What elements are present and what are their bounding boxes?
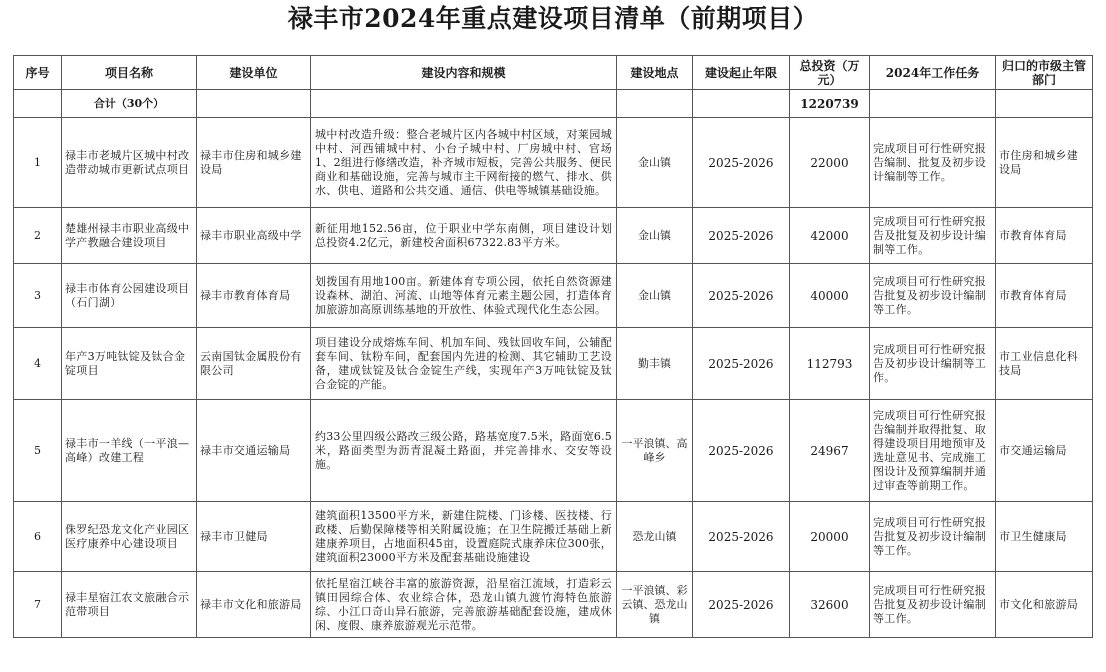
header-dept: 归口的市级主管部门 (996, 56, 1093, 90)
row-period: 2025-2026 (693, 328, 790, 400)
row-index: 3 (14, 264, 62, 328)
row-dept: 市工业信息化科技局 (996, 328, 1093, 400)
row-task: 完成项目可行性研究报告及初步设计编制等工作。 (870, 328, 996, 400)
row-dept: 市住房和城乡建设局 (996, 118, 1093, 208)
row-task: 完成项目可行性研究报告及批复及初步设计编制等工作。 (870, 208, 996, 264)
header-name: 项目名称 (62, 56, 197, 90)
row-unit: 禄丰市卫健局 (197, 502, 311, 572)
table-row (14, 208, 1093, 264)
row-investment: 42000 (790, 208, 870, 264)
row-name: 禄丰市体育公园建设项目（石门湖） (62, 264, 197, 328)
row-content: 新征用地152.56亩，位于职业中学东南侧，项目建设计划总投资4.2亿元，新建校舍面积67322.83平方米。 (311, 208, 617, 264)
row-unit: 禄丰市职业高级中学 (197, 208, 311, 264)
row-name: 楚雄州禄丰市职业高级中学产教融合建设项目 (62, 208, 197, 264)
header-content: 建设内容和规模 (311, 56, 617, 90)
row-name: 禄丰市一羊线（一平浪—高峰）改建工程 (62, 400, 197, 502)
row-investment: 32600 (790, 572, 870, 638)
row-name: 禄丰星宿江农文旅融合示范带项目 (62, 572, 197, 638)
row-investment: 40000 (790, 264, 870, 328)
row-dept: 市教育体育局 (996, 264, 1093, 328)
row-dept: 市文化和旅游局 (996, 572, 1093, 638)
row-period: 2025-2026 (693, 264, 790, 328)
project-table (13, 55, 1093, 638)
table-row (14, 328, 1093, 400)
total-row (14, 90, 1093, 118)
row-task: 完成项目可行性研究报告编制、批复及初步设计编制等工作。 (870, 118, 996, 208)
row-content: 城中村改造升级：整合老城片区内各城中村区域，对莱园城中村、河西铺城中村、小台子城中村、厂房城中村、官场1、2组进行修缮改造，补齐城市短板，完善公共服务、便民商业和基础设施，完善与城市主干网衔接的燃气、排水、供水、供电、道路和公共交通、通信、供电等城镇基础设施。 (311, 118, 617, 208)
row-investment: 20000 (790, 502, 870, 572)
row-location: 金山镇 (617, 208, 693, 264)
total-label: 合计（30个） (62, 90, 197, 118)
row-unit: 禄丰市教育体育局 (197, 264, 311, 328)
table-row (14, 502, 1093, 572)
row-location: 勤丰镇 (617, 328, 693, 400)
row-dept: 市卫生健康局 (996, 502, 1093, 572)
row-location: 金山镇 (617, 118, 693, 208)
row-index: 5 (14, 400, 62, 502)
table-row (14, 400, 1093, 502)
row-index: 4 (14, 328, 62, 400)
row-index: 1 (14, 118, 62, 208)
header-task: 2024年工作任务 (870, 56, 996, 90)
total-investment: 1220739 (790, 90, 870, 118)
row-task: 完成项目可行性研究报告批复及初步设计编制等工作。 (870, 264, 996, 328)
row-investment: 24967 (790, 400, 870, 502)
row-task: 完成项目可行性研究报告批复及初步设计编制等工作。 (870, 502, 996, 572)
row-unit: 禄丰市文化和旅游局 (197, 572, 311, 638)
table-row (14, 118, 1093, 208)
row-period: 2025-2026 (693, 572, 790, 638)
row-index: 6 (14, 502, 62, 572)
header-investment: 总投资（万元） (790, 56, 870, 90)
row-task: 完成项目可行性研究报告批复及初步设计编制等工作。 (870, 572, 996, 638)
row-location: 金山镇 (617, 264, 693, 328)
row-content: 建筑面积13500平方米，新建住院楼、门诊楼、医技楼、行政楼、后勤保障楼等相关附属设施；在卫生院搬迁基础上新建康养项目，占地面积45亩，设置庭院式康养床位300张，建筑面积23000平方米及配套基础设施建设 (311, 502, 617, 572)
row-period: 2025-2026 (693, 208, 790, 264)
row-name: 侏罗纪恐龙文化产业园区医疗康养中心建设项目 (62, 502, 197, 572)
row-unit: 禄丰市住房和城乡建设局 (197, 118, 311, 208)
row-dept: 市交通运输局 (996, 400, 1093, 502)
table-row (14, 264, 1093, 328)
row-investment: 112793 (790, 328, 870, 400)
header-unit: 建设单位 (197, 56, 311, 90)
row-period: 2025-2026 (693, 118, 790, 208)
row-index: 7 (14, 572, 62, 638)
row-investment: 22000 (790, 118, 870, 208)
row-location: 一平浪镇、高峰乡 (617, 400, 693, 502)
header-location: 建设地点 (617, 56, 693, 90)
row-content: 项目建设分成熔炼车间、机加车间、残钛回收车间，公辅配套车间、钛粉车间，配套国内先进的检测、其它辅助工艺设备，建成钛锭及钛合金锭生产线，实现年产3万吨钛锭及钛合金锭的产能。 (311, 328, 617, 400)
row-dept: 市教育体育局 (996, 208, 1093, 264)
row-unit: 云南国钛金属股份有限公司 (197, 328, 311, 400)
header-row (14, 56, 1093, 90)
table-row (14, 572, 1093, 638)
row-name: 禄丰市老城片区城中村改造带动城市更新试点项目 (62, 118, 197, 208)
row-location: 一平浪镇、彩云镇、恐龙山镇 (617, 572, 693, 638)
row-period: 2025-2026 (693, 502, 790, 572)
header-index: 序号 (14, 56, 62, 90)
row-content: 依托星宿江峡谷丰富的旅游资源，沿星宿江流域，打造彩云镇田园综合体、农业综合体，恐龙山镇九渡竹海特色旅游综、小江口奇山异石旅游，完善旅游基础配套设施，建成休闲、度假、康养旅游观光示范带。 (311, 572, 617, 638)
row-name: 年产3万吨钛锭及钛合金锭项目 (62, 328, 197, 400)
document-title: 禄丰市2024年重点建设项目清单（前期项目） (287, 4, 819, 33)
row-index: 2 (14, 208, 62, 264)
row-unit: 禄丰市交通运输局 (197, 400, 311, 502)
row-task: 完成项目可行性研究报告编制并取得批复、取得建设项目用地预审及选址意见书、完成施工图设计及预算编制并通过审查等前期工作。 (870, 400, 996, 502)
row-location: 恐龙山镇 (617, 502, 693, 572)
row-content: 约33公里四级公路改三级公路，路基宽度7.5米，路面宽6.5米，路面类型为沥青混凝土路面，并完善排水、交安等设施。 (311, 400, 617, 502)
row-period: 2025-2026 (693, 400, 790, 502)
row-content: 划拨国有用地100亩。新建体育专项公园，依托自然资源建设森林、湖泊、河流、山地等体育元素主题公园，打造体育加旅游加高原训练基地的开放性、体验式现代化生态公园。 (311, 264, 617, 328)
header-period: 建设起止年限 (693, 56, 790, 90)
